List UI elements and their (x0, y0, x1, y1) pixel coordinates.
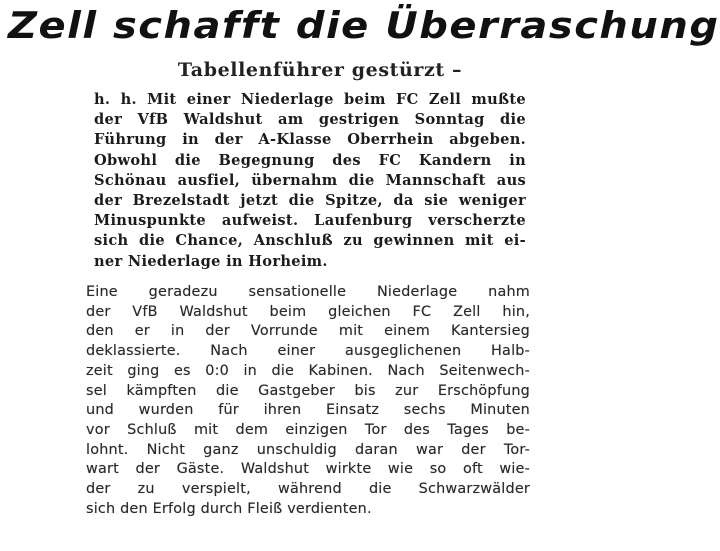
body-line: wart der Gäste. Waldshut wirkte wie so oft wie- (86, 461, 530, 478)
body-line: vor Schluß mit dem einzigen Tor des Tages be- (86, 421, 530, 438)
body-line: sel kämpften die Gastgeber bis zur Erschöpfung (86, 382, 530, 399)
body-line: lohnt. Nicht ganz unschuldig daran war der Tor- (86, 441, 530, 458)
body-line: und wurden für ihren Einsatz sechs Minuten (86, 402, 530, 419)
body-line: sich den Erfolg durch Fleiß verdienten. (86, 500, 372, 517)
body-line: den er in der Vorrunde mit einem Kantersieg (86, 323, 530, 340)
body-line: der zu verspielt, während die Schwarzwälder (86, 481, 530, 498)
lead-line: der VfB Waldshut am gestrigen Sonntag die (94, 111, 526, 129)
body-line: Eine geradezu sensationelle Niederlage nahm (86, 284, 530, 300)
body-line: deklassierte. Nach einer ausgeglichenen Halb- (86, 343, 530, 360)
lead-line: ner Niederlage in Horheim. (94, 252, 328, 270)
lead-line: h. h. Mit einer Niederlage beim FC Zell mußte (94, 91, 526, 108)
lead-line: der Brezelstadt jetzt die Spitze, da sie weniger (94, 192, 526, 210)
lead-line: sich die Chance, Anschluß zu gewinnen mit ei- (94, 232, 526, 250)
lead-line: Minuspunkte aufweist. Laufenburg verscherzte (94, 212, 526, 230)
body-paragraph (86, 283, 530, 519)
lead-line: Führung in der A-Klasse Oberrhein abgeben. (94, 131, 526, 149)
body-line: zeit ging es 0:0 in die Kabinen. Nach Seitenwech- (86, 362, 530, 379)
headline: Zell schafft die Überraschung (8, 4, 720, 48)
subtitle: Tabellenführer gestürzt – (177, 59, 463, 81)
lead-line: Obwohl die Begegnung des FC Kandern in (94, 151, 526, 169)
lead-paragraph (94, 90, 526, 272)
body-line: der VfB Waldshut beim gleichen FC Zell hin, (86, 303, 530, 320)
lead-line: Schönau ausfiel, übernahm die Mannschaft aus (94, 171, 526, 189)
